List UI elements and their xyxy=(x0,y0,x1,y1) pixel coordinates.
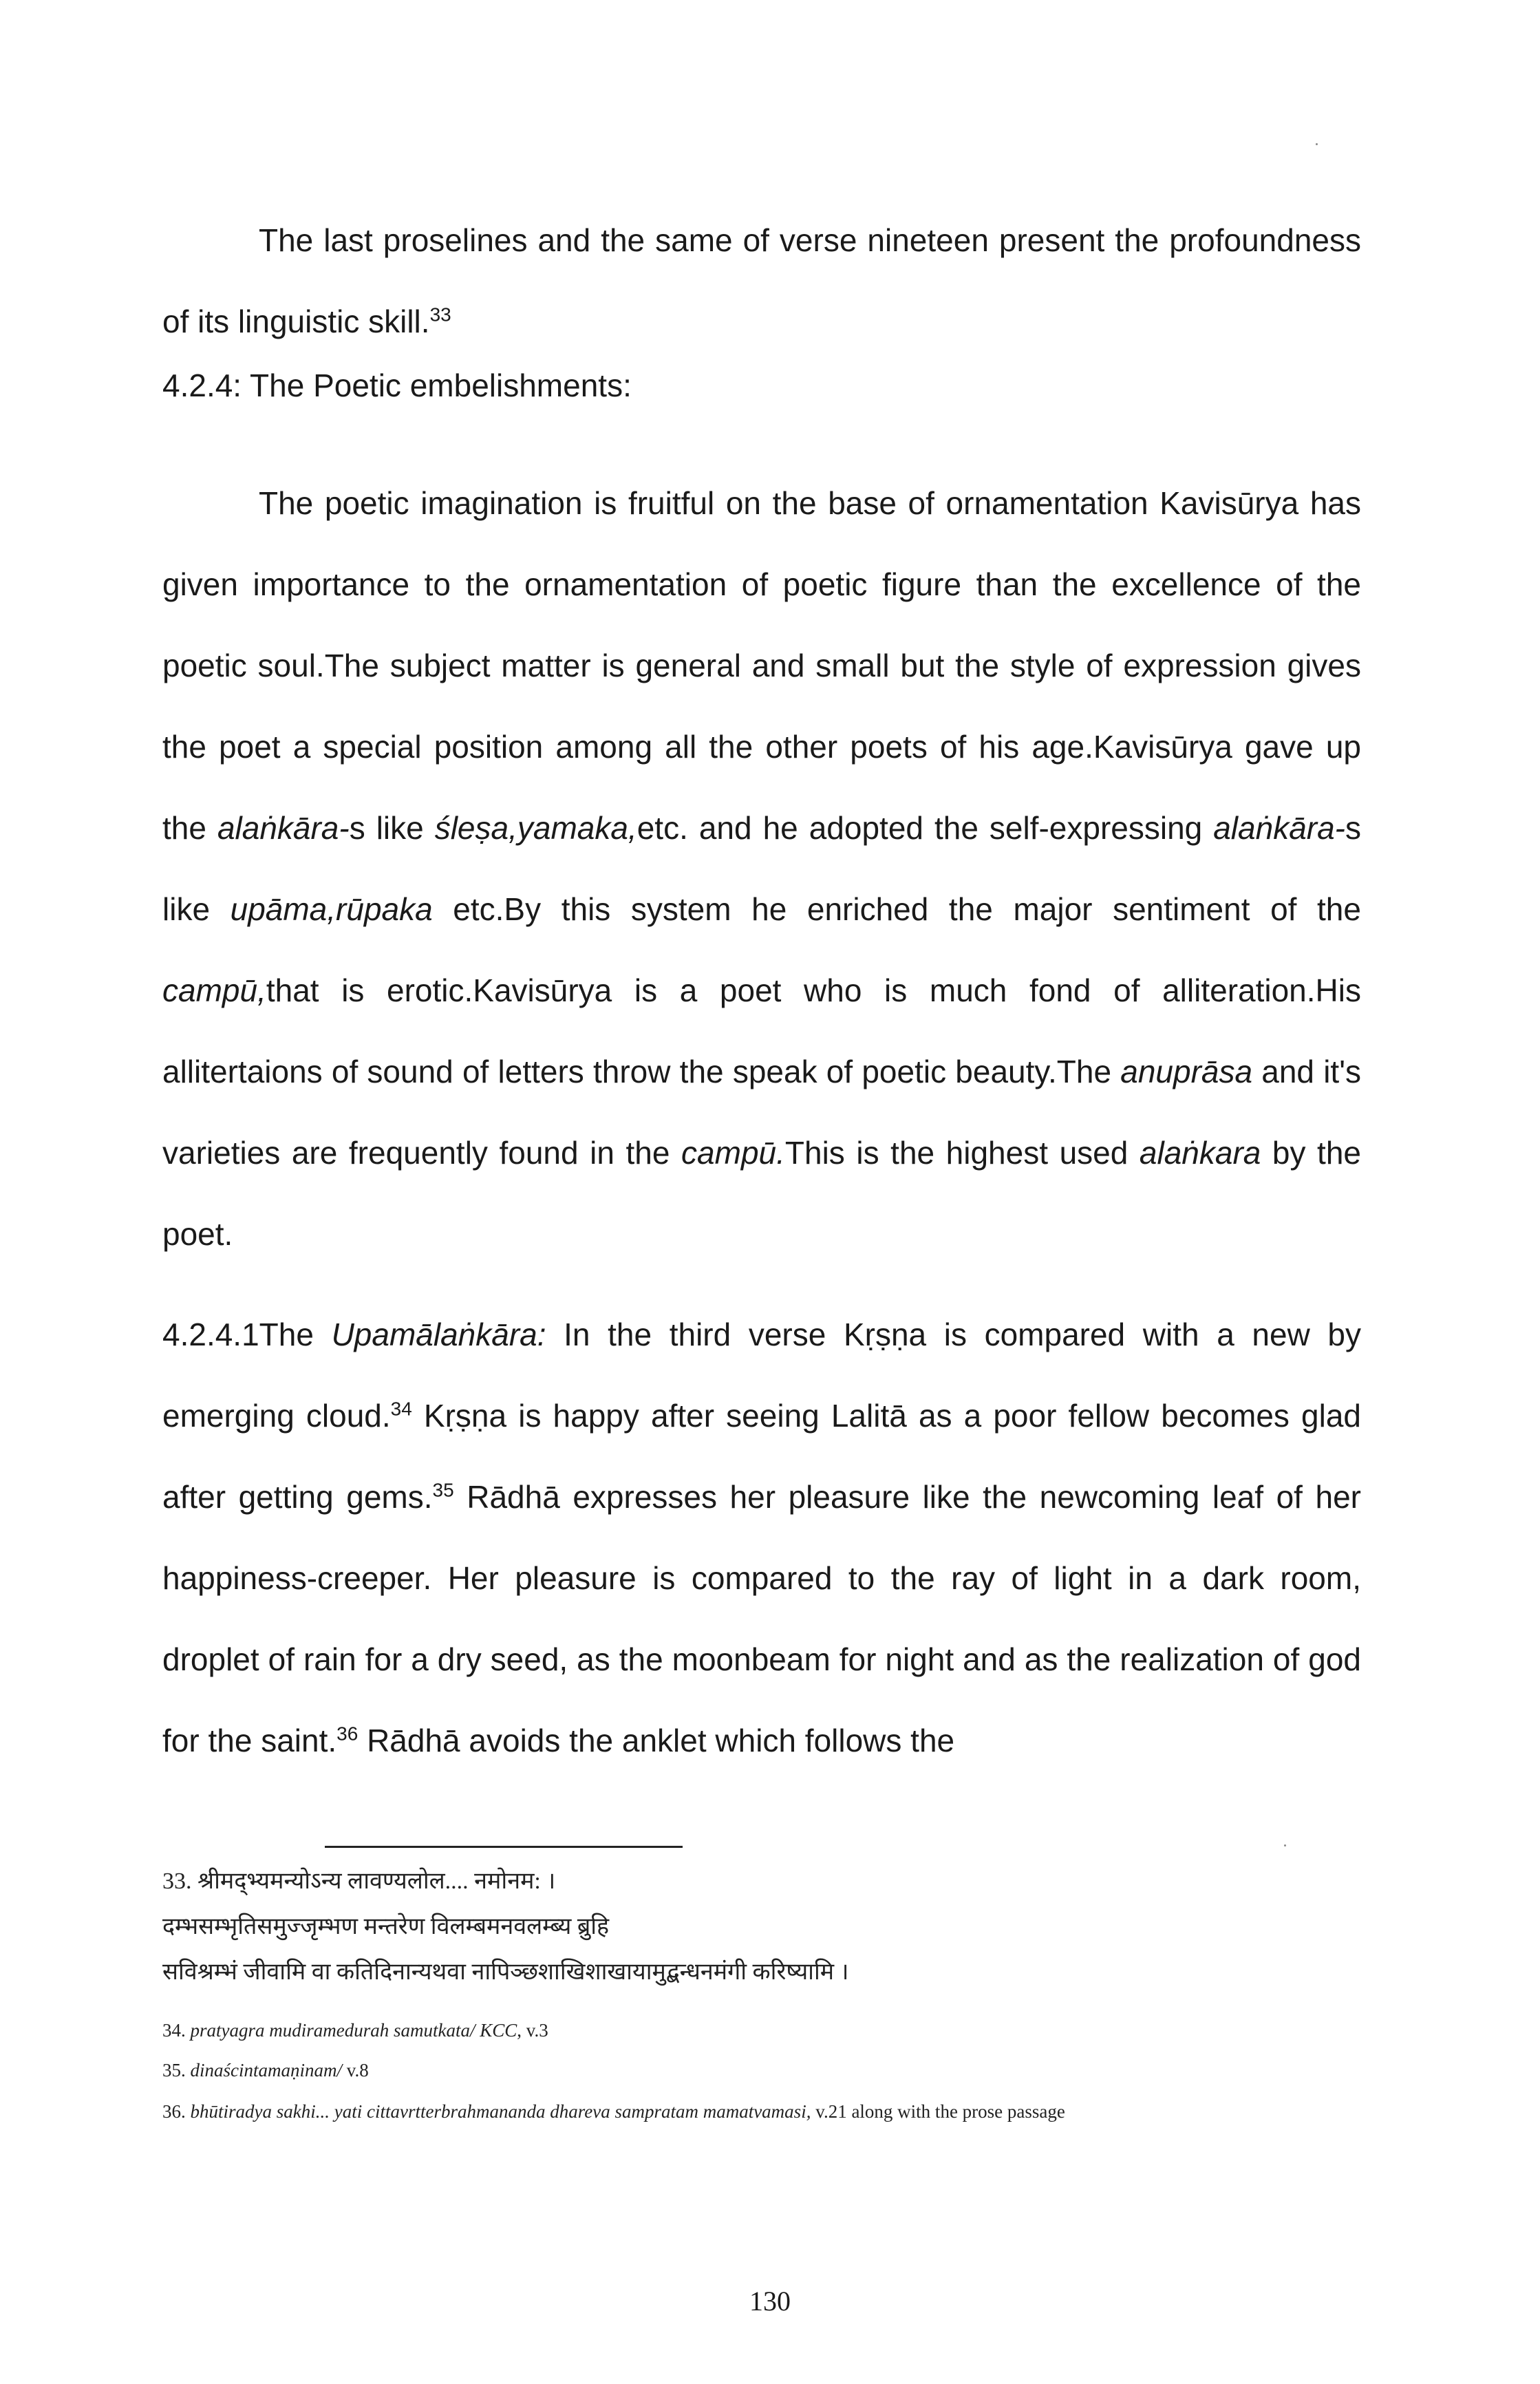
footnote-33-line-3: सविश्रम्भं जीवामि वा कतिदिनान्यथवा नापिञ्छशाखिशाखायामुद्बन्धनमंगी करिष्यामि । xyxy=(162,1959,849,1985)
footnote-36: 36. bhūtiradya sakhi... yati cittavrtterbrahmananda dhareva sampratam mamatvamasi, v.21 along with the prose passage xyxy=(162,2101,1065,2122)
footnote-separator xyxy=(325,1846,683,1848)
paragraph-intro: The last proselines and the same of verse nineteen present the profoundness of its linguistic skill.$^{33}$ xyxy=(162,222,1361,339)
footnote-ref-33: 33 xyxy=(429,304,451,326)
scan-speck xyxy=(1284,1844,1286,1846)
footnote-35: 35. dinaścintamaṇinam/ v.8 xyxy=(162,2060,369,2080)
footnote-ref-34: 34 xyxy=(390,1398,412,1420)
section-heading-4-2-4: 4.2.4: The Poetic embelishments: xyxy=(162,368,632,403)
footnote-33-line-1: 33. श्रीमद्भ्यमन्योऽन्य लावण्यलोल.... नमोनम: । xyxy=(162,1869,556,1894)
footnote-33-line-2: दम्भसम्भृतिसमुज्जृम्भण मन्तरेण विलम्बमनवलम्ब्य ब्रुहि xyxy=(162,1914,610,1939)
scan-speck xyxy=(1316,143,1318,145)
paragraph-upamalankara: 4.2.4.1The Upamālaṅkāra: In the third verse Kṛṣṇa is compared with a new by emerging cloud.$^{34}$ Kṛṣṇa is happy after seeing Lalitā as a poor fellow becomes glad after getting gems.$^{35}$ Rādhā expresses her pleasure like the newcoming leaf of her happiness-creeper. Her pleasure is compared to the ray of light in a dark room, droplet of rain for a dry seed, as the moonbeam for night and as the realization of god for the saint.$^{36}$ Rādhā avoids the anklet which follows the xyxy=(162,1317,1362,1758)
footnote-34: 34. pratyagra mudiramedurah samutkata/ KCC, v.3 xyxy=(162,2020,548,2041)
footnote-ref-36: 36 xyxy=(336,1723,359,1745)
page-number: 130 xyxy=(749,2286,791,2317)
paragraph-poetic-embellishments: The poetic imagination is fruitful on the base of ornamentation Kavisūrya has given importance to the ornamentation of poetic figure than the excellence of the poetic soul.The subject matter is general and small but the style of expression gives the poet a special position among all the other poets of his age.Kavisūrya gave up the alaṅkāra-s like śleṣa,yamaka,etc. and he adopted the self-expressing alaṅkāra-s like upāma,rūpaka etc.By this system he enriched the major sentiment of the campū,that is erotic.Kavisūrya is a poet who is much fond of alliteration.His allitertaions of sound of letters throw the speak of poetic beauty.The anuprāsa and it's varieties are frequently found in the campū.This is the highest used alaṅkara by the poet. xyxy=(162,485,1362,1252)
footnote-ref-35: 35 xyxy=(432,1479,454,1501)
